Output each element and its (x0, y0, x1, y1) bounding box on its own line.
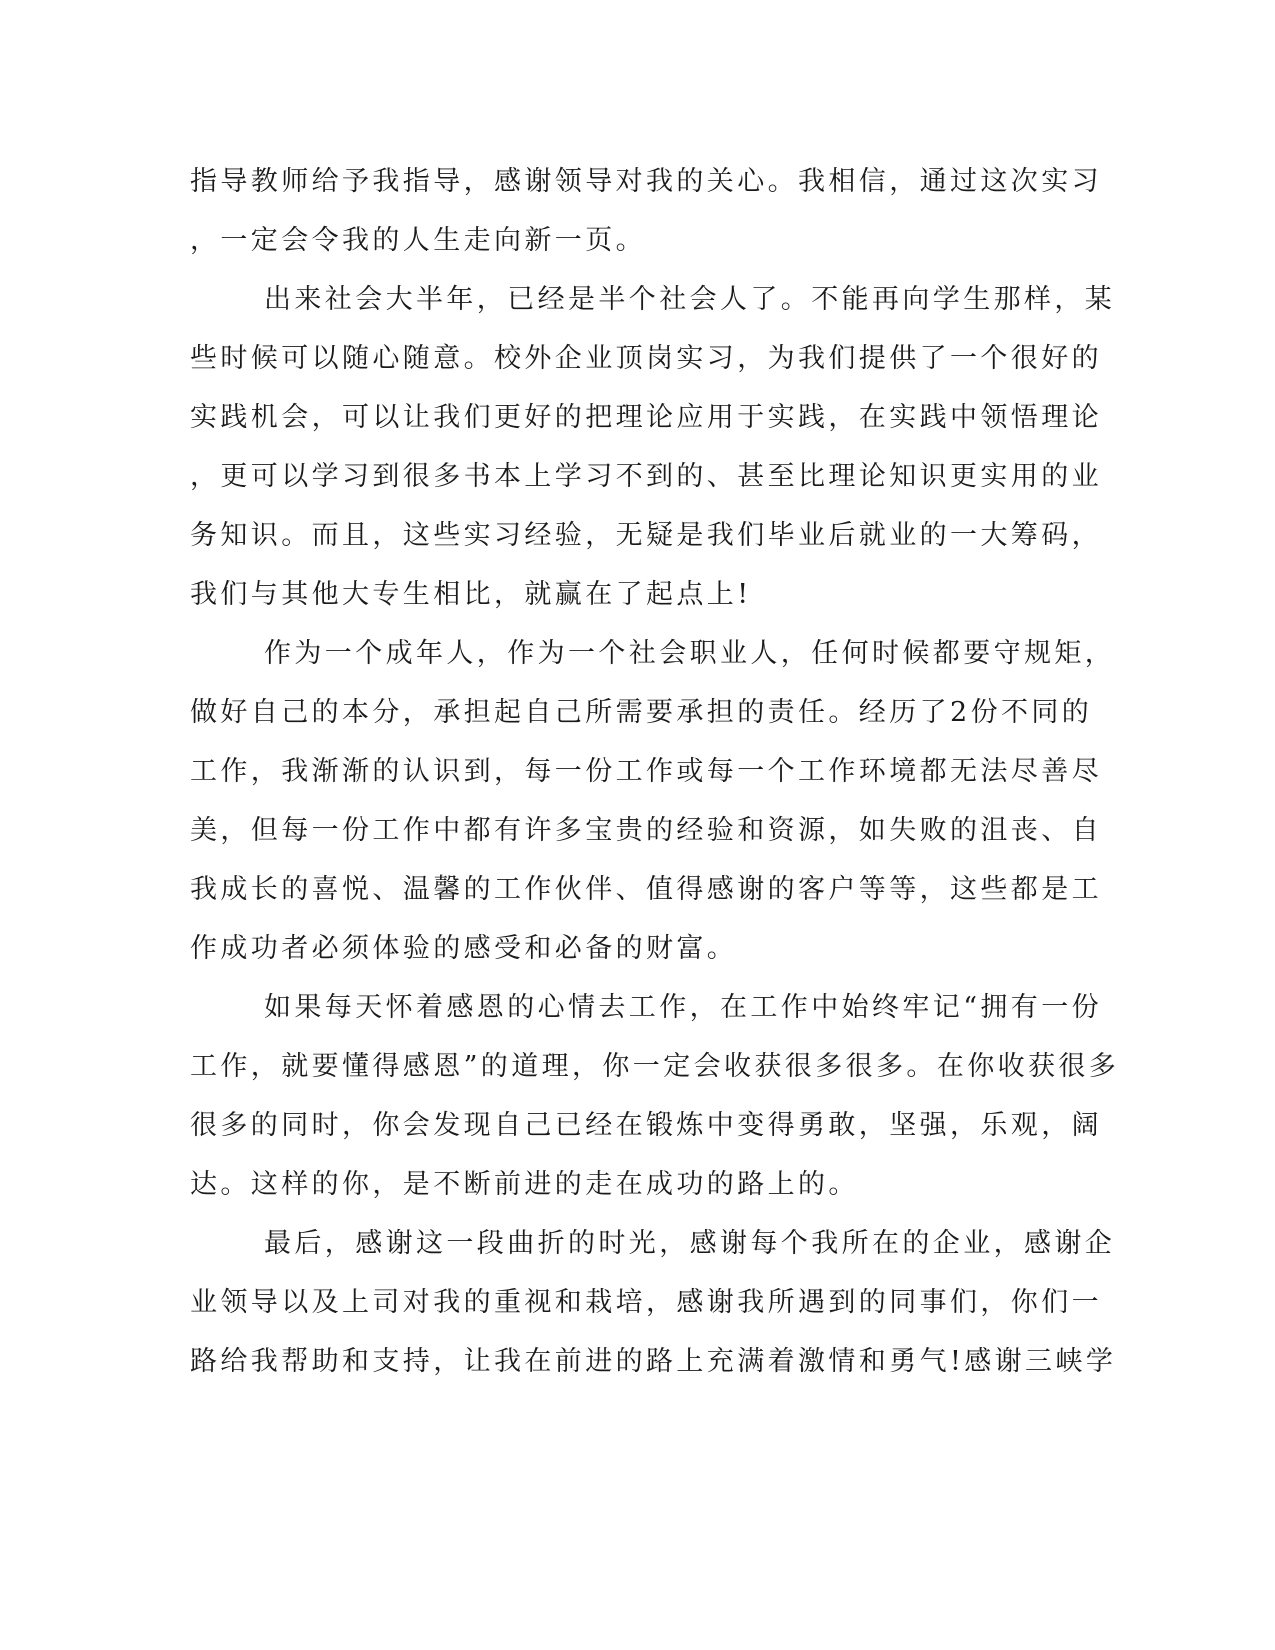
paragraph-first-line: 如果每天怀着感恩的心情去工作，在工作中始终牢记“拥有一份 (264, 992, 1103, 1023)
text-line: 美，但每一份工作中都有许多宝贵的经验和资源，如失败的沮丧、自 (190, 815, 1102, 846)
text-line: 实践机会，可以让我们更好的把理论应用于实践，在实践中领悟理论 (190, 402, 1102, 433)
text-line: 工作，就要懂得感恩”的道理，你一定会收获很多很多。在你收获很多 (190, 1051, 1120, 1082)
text-line: 做好自己的本分，承担起自己所需要承担的责任。经历了2份不同的 (190, 697, 1093, 728)
paragraph-first-line: 出来社会大半年，已经是半个社会人了。不能再向学生那样，某 (264, 284, 1116, 315)
text-line: ，一定会令我的人生走向新一页。 (190, 225, 646, 256)
paragraph-first-line: 作为一个成年人，作为一个社会职业人，任何时候都要守规矩， (264, 638, 1116, 669)
text-line: ，更可以学习到很多书本上学习不到的、甚至比理论知识更实用的业 (190, 461, 1102, 492)
text-line: 工作，我渐渐的认识到，每一份工作或每一个工作环境都无法尽善尽 (190, 756, 1102, 787)
text-line: 业领导以及上司对我的重视和栽培，感谢我所遇到的同事们，你们一 (190, 1287, 1102, 1318)
text-line: 我成长的喜悦、温馨的工作伙伴、值得感谢的客户等等，这些都是工 (190, 874, 1102, 905)
text-line: 我们与其他大专生相比，就赢在了起点上! (190, 579, 752, 610)
paragraph-first-line: 最后，感谢这一段曲折的时光，感谢每个我所在的企业，感谢企 (264, 1228, 1116, 1259)
text-line: 作成功者必须体验的感受和必备的财富。 (190, 933, 738, 964)
text-line: 路给我帮助和支持，让我在前进的路上充满着激情和勇气!感谢三峡学 (190, 1346, 1117, 1377)
text-line: 指导教师给予我指导，感谢领导对我的关心。我相信，通过这次实习 (190, 166, 1102, 197)
text-line: 很多的同时，你会发现自己已经在锻炼中变得勇敢，坚强，乐观，阔 (190, 1110, 1102, 1141)
text-line: 些时候可以随心随意。校外企业顶岗实习，为我们提供了一个很好的 (190, 343, 1102, 374)
text-line: 务知识。而且，这些实习经验，无疑是我们毕业后就业的一大筹码， (190, 520, 1102, 551)
text-line: 达。这样的你，是不断前进的走在成功的路上的。 (190, 1169, 859, 1200)
